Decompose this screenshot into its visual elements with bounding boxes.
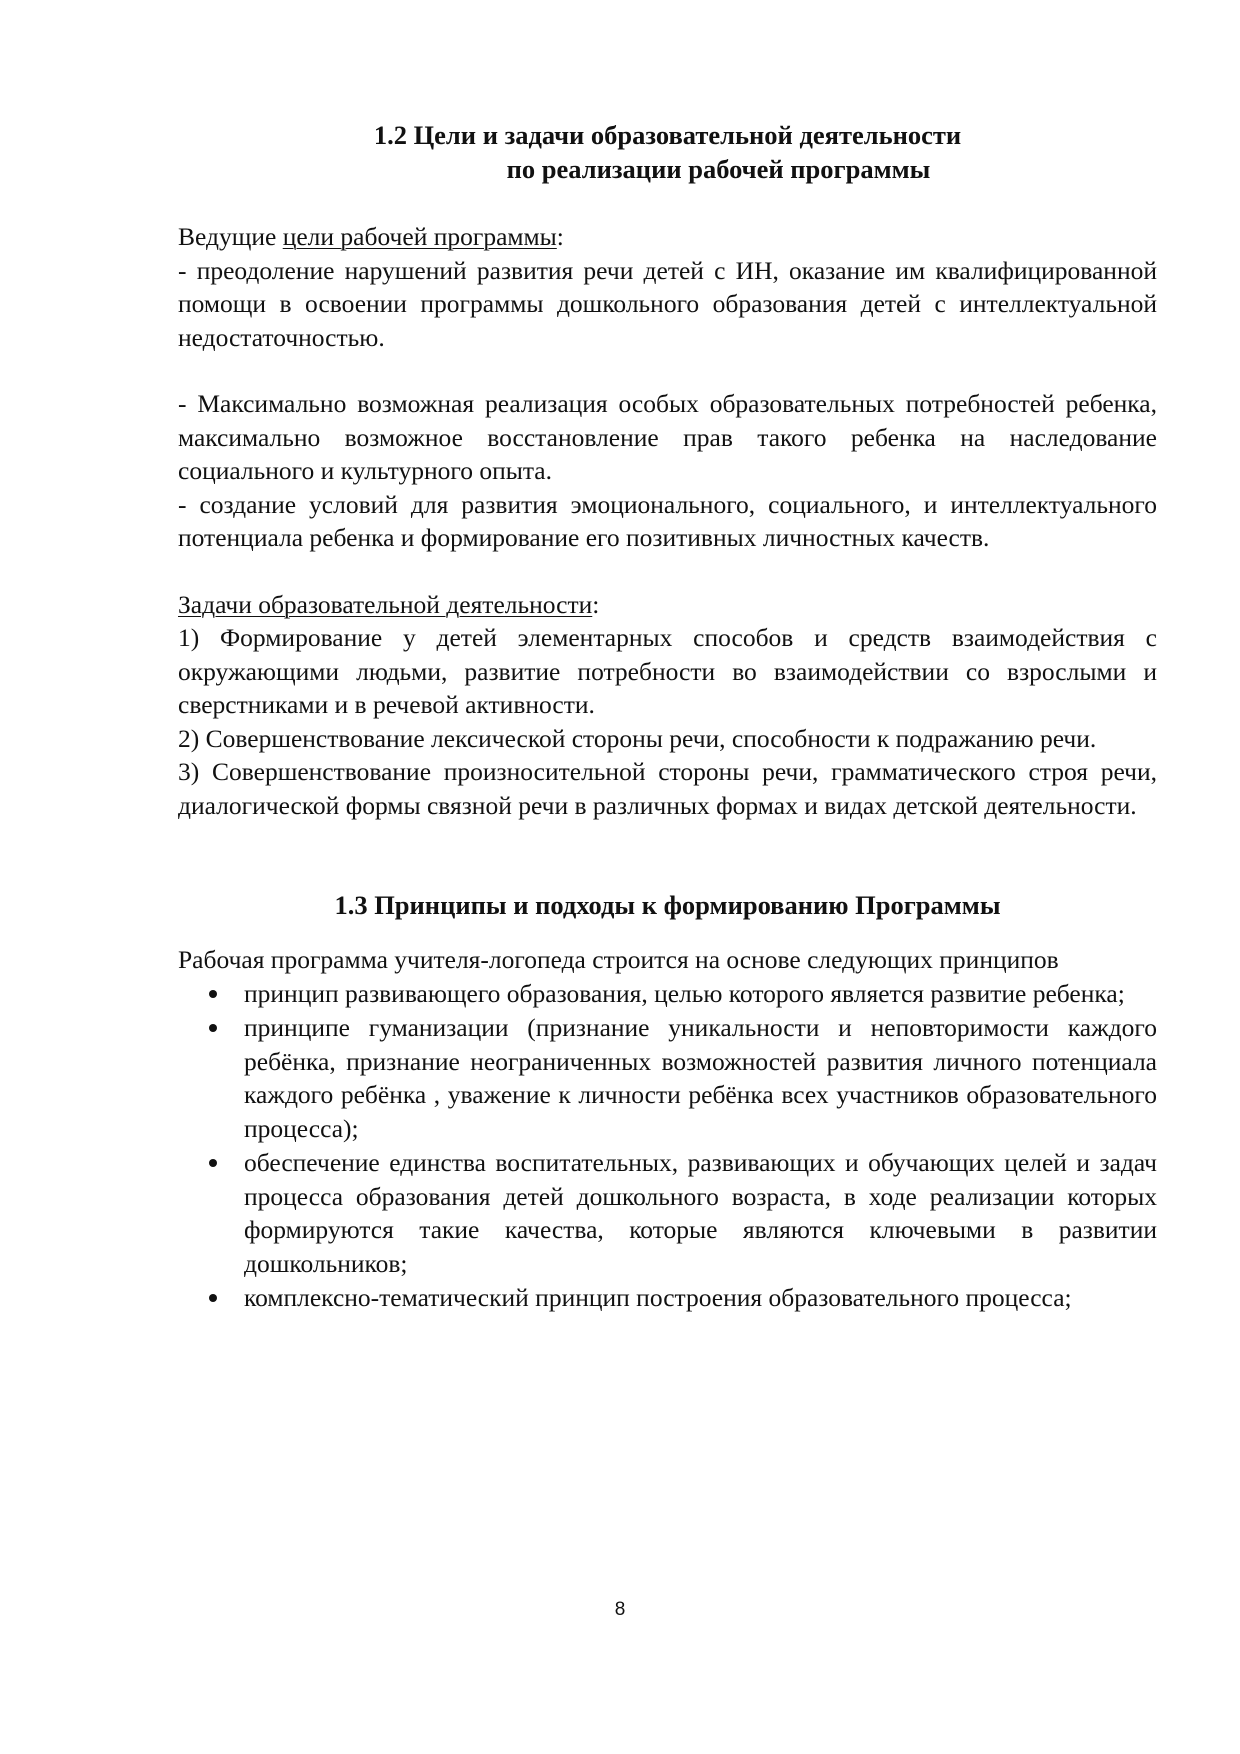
goal-paragraph: - Максимально возможная реализация особых образовательных потребностей ребенка, максимально возможное восстановление прав такого ребенка на наследование социального и культурного опыта. <box>178 389 1157 485</box>
task-paragraph: 2) Совершенствование лексической стороны речи, способности к подражанию речи. <box>178 723 1097 753</box>
principle-text: комплексно-тематический принцип построения образовательного процесса; <box>244 1283 1072 1312</box>
section-1-2-title <box>178 118 1157 186</box>
principle-text: принцип развивающего образования, целью которого является развитие ребенка; <box>244 978 1125 1008</box>
bullet-icon <box>209 990 217 998</box>
task-paragraph: 3) Совершенствование произносительной стороны речи, грамматического строя речи, диалогической формы связной речи в различных формах и видах детской деятельности. <box>178 757 1157 820</box>
tasks-suffix: : <box>592 589 600 619</box>
bullet-icon <box>209 1159 217 1167</box>
goals-suffix: : <box>556 222 564 251</box>
tasks-heading <box>178 588 1157 622</box>
list-item <box>178 1281 1157 1315</box>
list-item <box>178 977 1157 1011</box>
goals-label: цели рабочей программы <box>282 222 557 251</box>
principle-text: обеспечение единства воспитательных, развивающих и обучающих целей и задач процесса образования детей дошкольного возраста, в ходе реализации которых формируются такие качества, которые являются ключевыми в развитии дошкольников; <box>244 1148 1157 1278</box>
bullet-icon <box>209 1294 217 1302</box>
task-paragraph: 1) Формирование у детей элементарных способов и средств взаимодействия с окружающими людьми, развитие потребности во взаимодействии со взрослыми и сверстниками и в речевой активности. <box>178 623 1157 719</box>
section-1-2-title-line2: по реализации рабочей программы <box>506 154 931 184</box>
section-1-2-title-line1: 1.2 Цели и задачи образовательной деятельности <box>373 120 962 150</box>
list-item <box>178 1011 1157 1145</box>
page-number: 8 <box>614 1599 626 1620</box>
principles-intro: Рабочая программа учителя-логопеда строится на основе следующих принципов <box>178 945 1059 974</box>
page-content <box>178 118 1157 1316</box>
goal-paragraph: - преодоление нарушений развития речи детей с ИН, оказание им квалифицированной помощи в освоении программы дошкольного образования детей с интеллектуальной недостаточностью. <box>178 255 1157 352</box>
tasks-label: Задачи образовательной деятельности <box>178 589 593 619</box>
goal-paragraph: - создание условий для развития эмоционального, социального, и интеллектуального потенциала ребенка и формирование его позитивных личностных качеств. <box>178 489 1157 552</box>
principle-text: принципе гуманизации (признание уникальности и неповторимости каждого ребёнка, признание неограниченных возможностей развития личного потенциала каждого ребёнка , уважение к личности ребёнка всех участников образовательного процесса); <box>244 1013 1157 1143</box>
section-1-3-title: 1.3 Принципы и подходы к формированию Программы <box>334 890 1001 920</box>
list-item <box>178 1146 1157 1280</box>
goals-heading <box>178 220 1157 254</box>
bullet-icon <box>209 1024 217 1032</box>
principles-list <box>178 977 1157 1315</box>
goals-prefix: Ведущие <box>178 222 283 251</box>
